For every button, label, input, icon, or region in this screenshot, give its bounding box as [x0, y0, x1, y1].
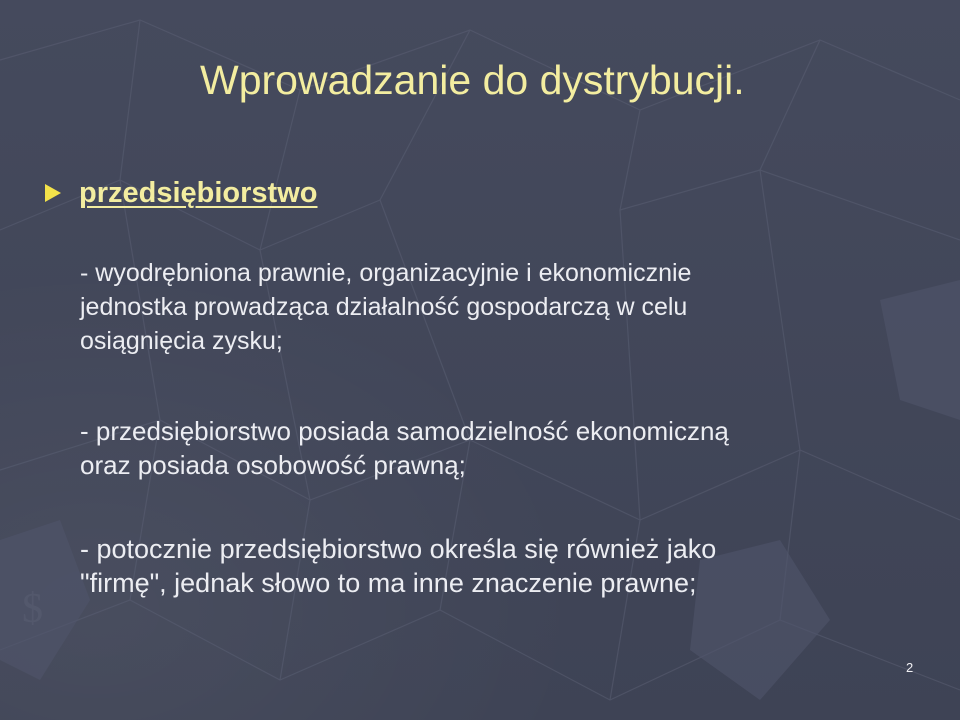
paragraph-line: oraz posiada osobowość prawną; [80, 450, 466, 480]
paragraph-definition [80, 256, 930, 358]
bullet-heading [45, 173, 318, 213]
triangle-bullet-icon [45, 184, 61, 202]
paragraph-line: - przedsiębiorstwo posiada samodzielność ekonomiczną [80, 416, 729, 446]
paragraph-line: osiągnięcia zysku; [80, 327, 283, 355]
svg-text:$: $ [22, 586, 43, 632]
paragraph-colloquial [80, 532, 930, 600]
page-number: 2 [906, 660, 914, 675]
paragraph-line: - wyodrębniona prawnie, organizacyjnie i ekonomicznie [80, 259, 692, 287]
bullet-heading-label: przedsiębiorstwo [79, 176, 318, 209]
paragraph-line: jednostka prowadząca działalność gospodarczą w celu [80, 293, 688, 321]
paragraph-line: - potocznie przedsiębiorstwo określa się również jako [80, 534, 717, 564]
paragraph-line: "firmę", jednak słowo to ma inne znaczenie prawne; [80, 568, 697, 598]
slide-title: Wprowadzanie do dystrybucji. [200, 57, 745, 103]
paragraph-autonomy [80, 414, 930, 482]
